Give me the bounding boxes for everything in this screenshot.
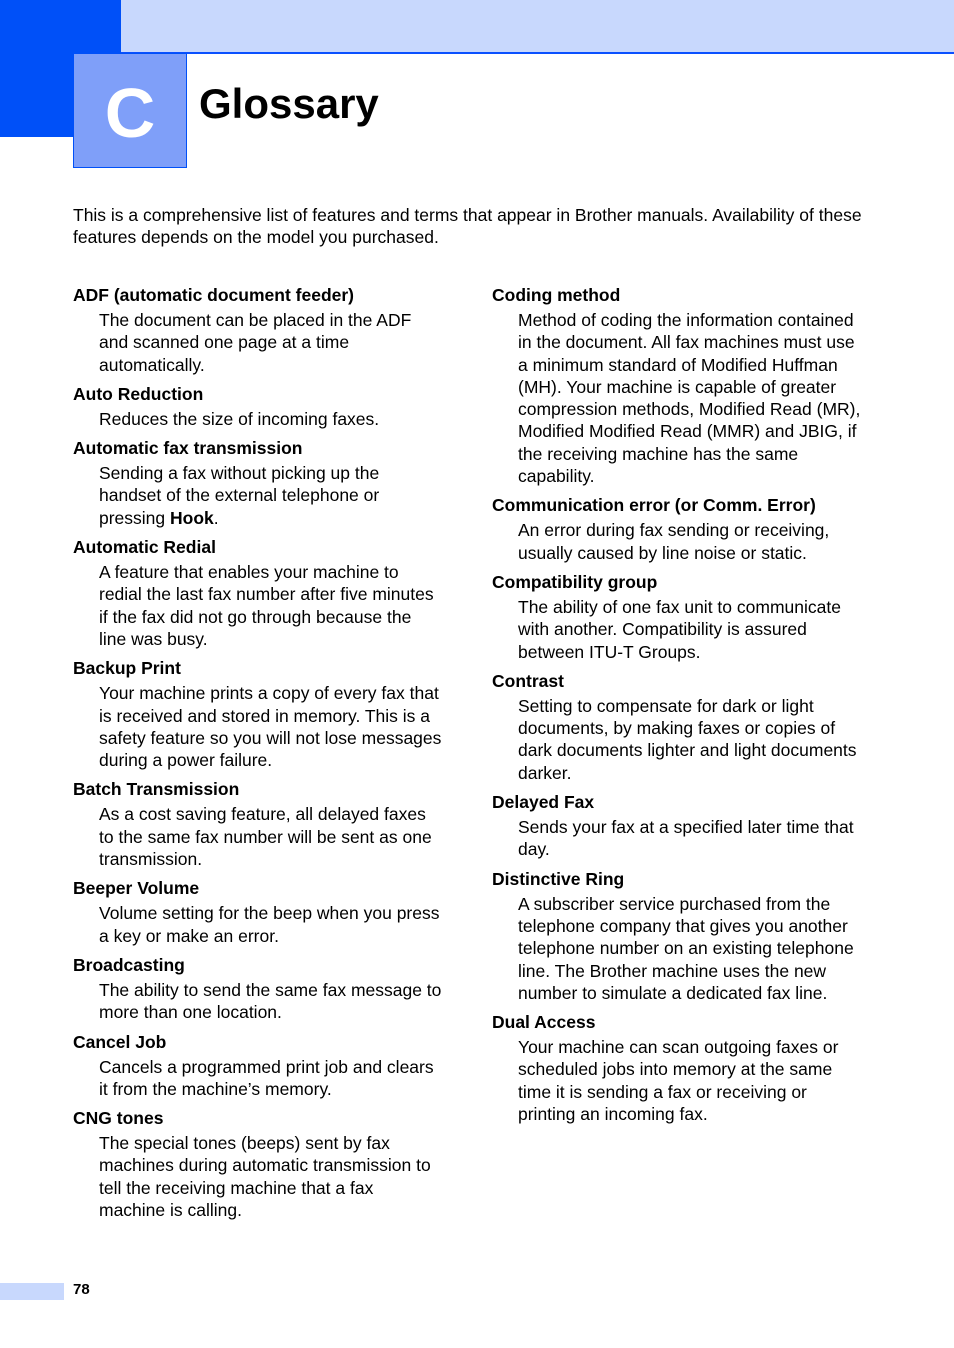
definition-text: Sending a fax without picking up the handset of the external telephone or pressing — [99, 463, 380, 528]
glossary-term: Beeper Volume — [73, 878, 200, 899]
glossary-definition: Your machine can scan outgoing faxes or scheduled jobs into memory at the same time it is sending a fax or receiving or printing an incoming fax. — [518, 1037, 839, 1125]
glossary-definition: A subscriber service purchased from the telephone company that gives you another telephone number on an existing telephone line. The Brother machine uses the new number to simulate a dedicated fax line. — [518, 893, 854, 1003]
glossary-term: Dual Access — [492, 1012, 596, 1033]
header-band-line — [121, 52, 954, 54]
definition-text-end: . — [213, 507, 219, 528]
intro-paragraph: This is a comprehensive list of features and terms that appear in Brother manuals. Availability of these features depends on the model you purchased. — [73, 205, 862, 247]
glossary-term: Coding method — [492, 285, 621, 305]
glossary-entry — [73, 283, 443, 376]
glossary-entry — [492, 283, 862, 487]
glossary-definition: Volume setting for the beep when you press a key or make an error. — [99, 903, 440, 946]
glossary-entry — [73, 656, 443, 771]
glossary-term: Broadcasting — [73, 954, 185, 975]
header-band-light — [121, 0, 954, 52]
glossary-entry — [73, 953, 443, 1024]
glossary-definition: Sends your fax at a specified later time that day. — [518, 817, 854, 860]
glossary-term: Communication error (or Comm. Error) — [492, 495, 816, 516]
glossary-entry — [73, 1030, 443, 1101]
glossary-entry — [492, 493, 862, 564]
glossary-term: Automatic fax transmission — [73, 438, 303, 459]
glossary-definition: The ability to send the same fax message to more than one location. — [99, 979, 442, 1023]
glossary-entry — [73, 382, 443, 430]
glossary-entry — [492, 790, 862, 861]
glossary-term: CNG tones — [73, 1108, 164, 1129]
hook-key-label: Hook — [170, 507, 214, 528]
glossary-definition: The ability of one fax unit to communicate with another. Compatibility is assured between ITU-T Groups. — [518, 596, 841, 662]
glossary-term: Cancel Job — [73, 1031, 167, 1052]
glossary-definition: A feature that enables your machine to redial the last fax number after five minutes if the fax did not go through because the line was busy. — [99, 562, 434, 649]
chapter-letter-box — [73, 53, 187, 168]
glossary-definition: Setting to compensate for dark or light documents, by making faxes or copies of dark documents lighter and light documents darker. — [518, 695, 857, 783]
page-number: 78 — [73, 1281, 90, 1298]
glossary-definition: The document can be placed in the ADF and scanned one page at a time automatically. — [99, 310, 412, 375]
chapter-letter: C — [104, 73, 156, 152]
glossary-term: Backup Print — [73, 658, 181, 679]
glossary-entry — [492, 570, 862, 663]
glossary-definition: Cancels a programmed print job and clears it from the machine’s memory. — [99, 1056, 434, 1099]
glossary-term: Compatibility group — [492, 571, 658, 592]
glossary-entry — [73, 876, 443, 947]
glossary-definition: Reduces the size of incoming faxes. — [99, 408, 380, 429]
glossary-term: ADF (automatic document feeder) — [73, 285, 354, 305]
glossary-entry — [492, 1010, 862, 1125]
glossary-term: Distinctive Ring — [492, 868, 625, 889]
glossary-entry — [73, 777, 443, 870]
glossary-term: Contrast — [492, 670, 564, 691]
glossary-definition: Method of coding the information contained in the document. All fax machines must use a minimum standard of Modified Huffman (MH). Your machine is capable of greater compression methods, Modified Read (MR), Modified Modified Read (MMR) and JBIG, if the receiving machine has the same capability. — [518, 310, 861, 487]
page-title: Glossary — [199, 80, 379, 127]
footer-bar — [0, 1283, 64, 1300]
glossary-term: Batch Transmission — [73, 779, 240, 800]
glossary-entry — [492, 867, 862, 1004]
glossary-term: Delayed Fax — [492, 792, 595, 813]
glossary-entry — [492, 669, 862, 784]
glossary-right-column — [492, 283, 862, 1125]
glossary-definition: The special tones (beeps) sent by fax machines during automatic transmission to tell the receiving machine that a fax machine is calling. — [99, 1133, 431, 1221]
glossary-left-column — [73, 283, 443, 1221]
glossary-definition — [99, 459, 443, 529]
glossary-definition: Your machine prints a copy of every fax that is received and stored in memory. This is a safety feature so you will not lose messages during a power failure. — [99, 683, 442, 771]
glossary-entry — [73, 1106, 443, 1221]
glossary-term: Auto Reduction — [73, 383, 204, 404]
glossary-entry — [73, 535, 443, 650]
glossary-definition: An error during fax sending or receiving, usually caused by line noise or static. — [518, 520, 830, 563]
glossary-term: Automatic Redial — [73, 537, 216, 558]
glossary-definition: As a cost saving feature, all delayed faxes to the same fax number will be sent as one transmission. — [99, 804, 432, 870]
glossary-entry — [73, 436, 443, 529]
